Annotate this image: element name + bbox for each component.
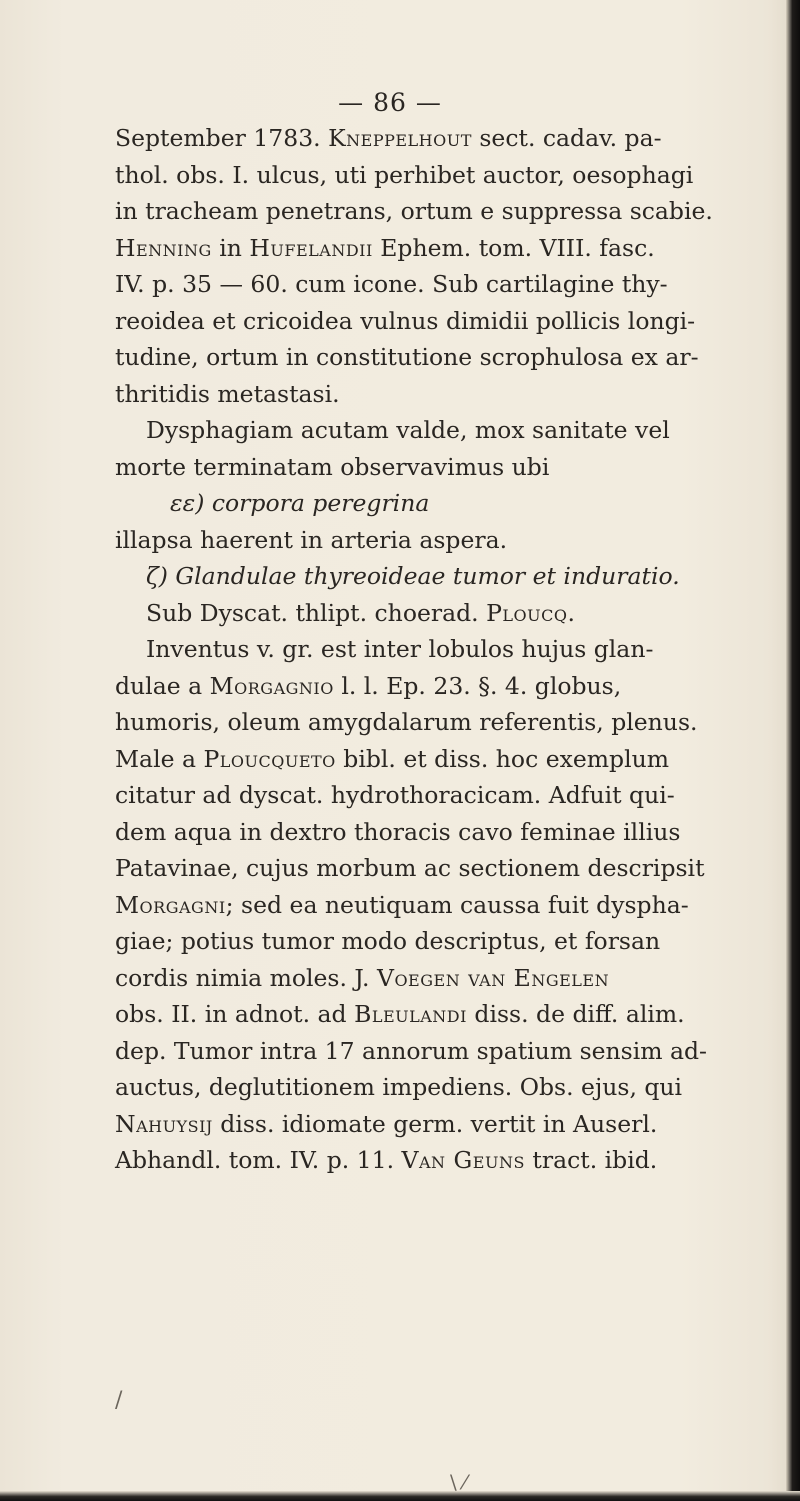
text-run: Dysphagiam acutam valde, mox sanitate vel <box>146 416 670 444</box>
text-line <box>115 741 775 778</box>
text-line <box>115 412 775 449</box>
text-run: citatur ad dyscat. hydrothoracicam. Adfuit qui- <box>115 781 675 809</box>
text-line <box>115 303 775 340</box>
text-line <box>115 595 775 632</box>
text-run: thritidis metastasi. <box>115 379 340 408</box>
author-name: Bleulandi <box>354 1000 467 1028</box>
text-run: bibl. et diss. hoc exemplum <box>335 744 670 773</box>
author-name: Van Geuns <box>401 1146 525 1174</box>
text-run: ; sed ea neutiquam caussa fuit dyspha- <box>225 890 689 919</box>
text-line <box>115 558 775 595</box>
text-line <box>115 1033 775 1070</box>
author-name: Nahuysij <box>115 1109 213 1138</box>
text-run: Ephem. tom. VIII. fasc. <box>372 233 655 262</box>
author-name: Ploucqueto <box>203 744 336 773</box>
text-line <box>115 449 775 486</box>
author-name: Hufelandii <box>249 233 373 262</box>
text-run: Inventus v. gr. est inter lobulos hujus glan- <box>146 635 654 663</box>
text-line <box>115 1142 775 1179</box>
pencil-check-mark: \ ⁄ <box>450 1470 467 1494</box>
author-name: Henning <box>115 233 212 262</box>
pencil-mark: / <box>115 1388 123 1413</box>
page-edge-shadow <box>786 0 800 1501</box>
text-line <box>115 668 775 705</box>
text-line <box>115 376 775 413</box>
text-run: cordis nimia moles. J. <box>115 963 377 992</box>
text-run: l. l. Ep. 23. §. 4. globus, <box>333 671 622 700</box>
author-name: Morgagni <box>115 890 226 919</box>
text-run: IV. p. 35 — 60. cum icone. Sub cartilagine thy- <box>115 270 668 298</box>
text-line <box>115 887 775 924</box>
text-run: dem aqua in dextro thoracis cavo feminae illius <box>115 817 681 846</box>
text-line <box>115 120 775 157</box>
text-run: in <box>211 233 250 262</box>
text-line <box>115 850 775 887</box>
text-run: Sub Dyscat. thlipt. choerad. <box>146 598 487 627</box>
text-run: September 1783. <box>115 124 329 152</box>
text-run: tudine, ortum in constitutione scrophulosa ex ar- <box>115 343 699 371</box>
page-number: — 86 — <box>338 88 442 117</box>
text-run: tract. ibid. <box>524 1146 658 1174</box>
text-run: in tracheam penetrans, ortum e suppressa scabie. <box>115 197 713 225</box>
text-line <box>115 814 775 851</box>
text-run: morte terminatam observavimus ubi <box>115 452 550 481</box>
text-line <box>115 1069 775 1106</box>
text-line <box>115 522 775 559</box>
text-run: thol. obs. I. ulcus, uti perhibet auctor, oesophagi <box>115 160 694 189</box>
text-line <box>115 777 775 814</box>
text-run: Patavinae, cujus morbum ac sectionem descripsit <box>115 854 705 882</box>
text-run: sect. cadav. pa- <box>471 124 662 152</box>
text-line <box>115 485 775 522</box>
text-line <box>115 193 775 230</box>
text-run: diss. de diff. alim. <box>466 1000 685 1028</box>
author-name: Voegen van Engelen <box>376 963 610 992</box>
text-line <box>115 923 775 960</box>
text-line <box>115 704 775 741</box>
text-line <box>115 230 775 267</box>
text-run: Male a <box>115 744 204 773</box>
text-line <box>115 1106 775 1143</box>
text-line <box>115 996 775 1033</box>
text-run: auctus, deglutitionem impediens. Obs. ejus, qui <box>115 1073 683 1101</box>
text-run: illapsa haerent in arteria aspera. <box>115 525 508 554</box>
text-line <box>115 631 775 668</box>
text-run: reoidea et cricoidea vulnus dimidii pollicis longi- <box>115 306 696 335</box>
text-run: Abhandl. tom. IV. p. 11. <box>115 1146 402 1174</box>
text-run: obs. II. in adnot. ad <box>115 1000 355 1028</box>
text-line <box>115 339 775 376</box>
author-name: Morgagnio <box>209 671 334 700</box>
text-run: dulae a <box>115 671 210 700</box>
page-bottom-shadow <box>0 1491 800 1501</box>
text-run: dep. Tumor intra 17 annorum spatium sensim ad- <box>115 1036 707 1065</box>
text-line <box>115 157 775 194</box>
body-text <box>115 120 775 1179</box>
text-run: humoris, oleum amygdalarum referentis, plenus. <box>115 708 698 736</box>
text-line <box>115 266 775 303</box>
author-name: Ploucq. <box>486 598 576 627</box>
text-run: giae; potius tumor modo descriptus, et forsan <box>115 927 661 955</box>
text-run: diss. idiomate germ. vertit in Auserl. <box>212 1109 658 1138</box>
author-name: Kneppelhout <box>328 124 472 152</box>
section-heading: εε) corpora peregrina <box>170 489 430 517</box>
section-heading: ζ) Glandulae thyreoideae tumor et induratio. <box>146 562 680 590</box>
text-line <box>115 960 775 997</box>
